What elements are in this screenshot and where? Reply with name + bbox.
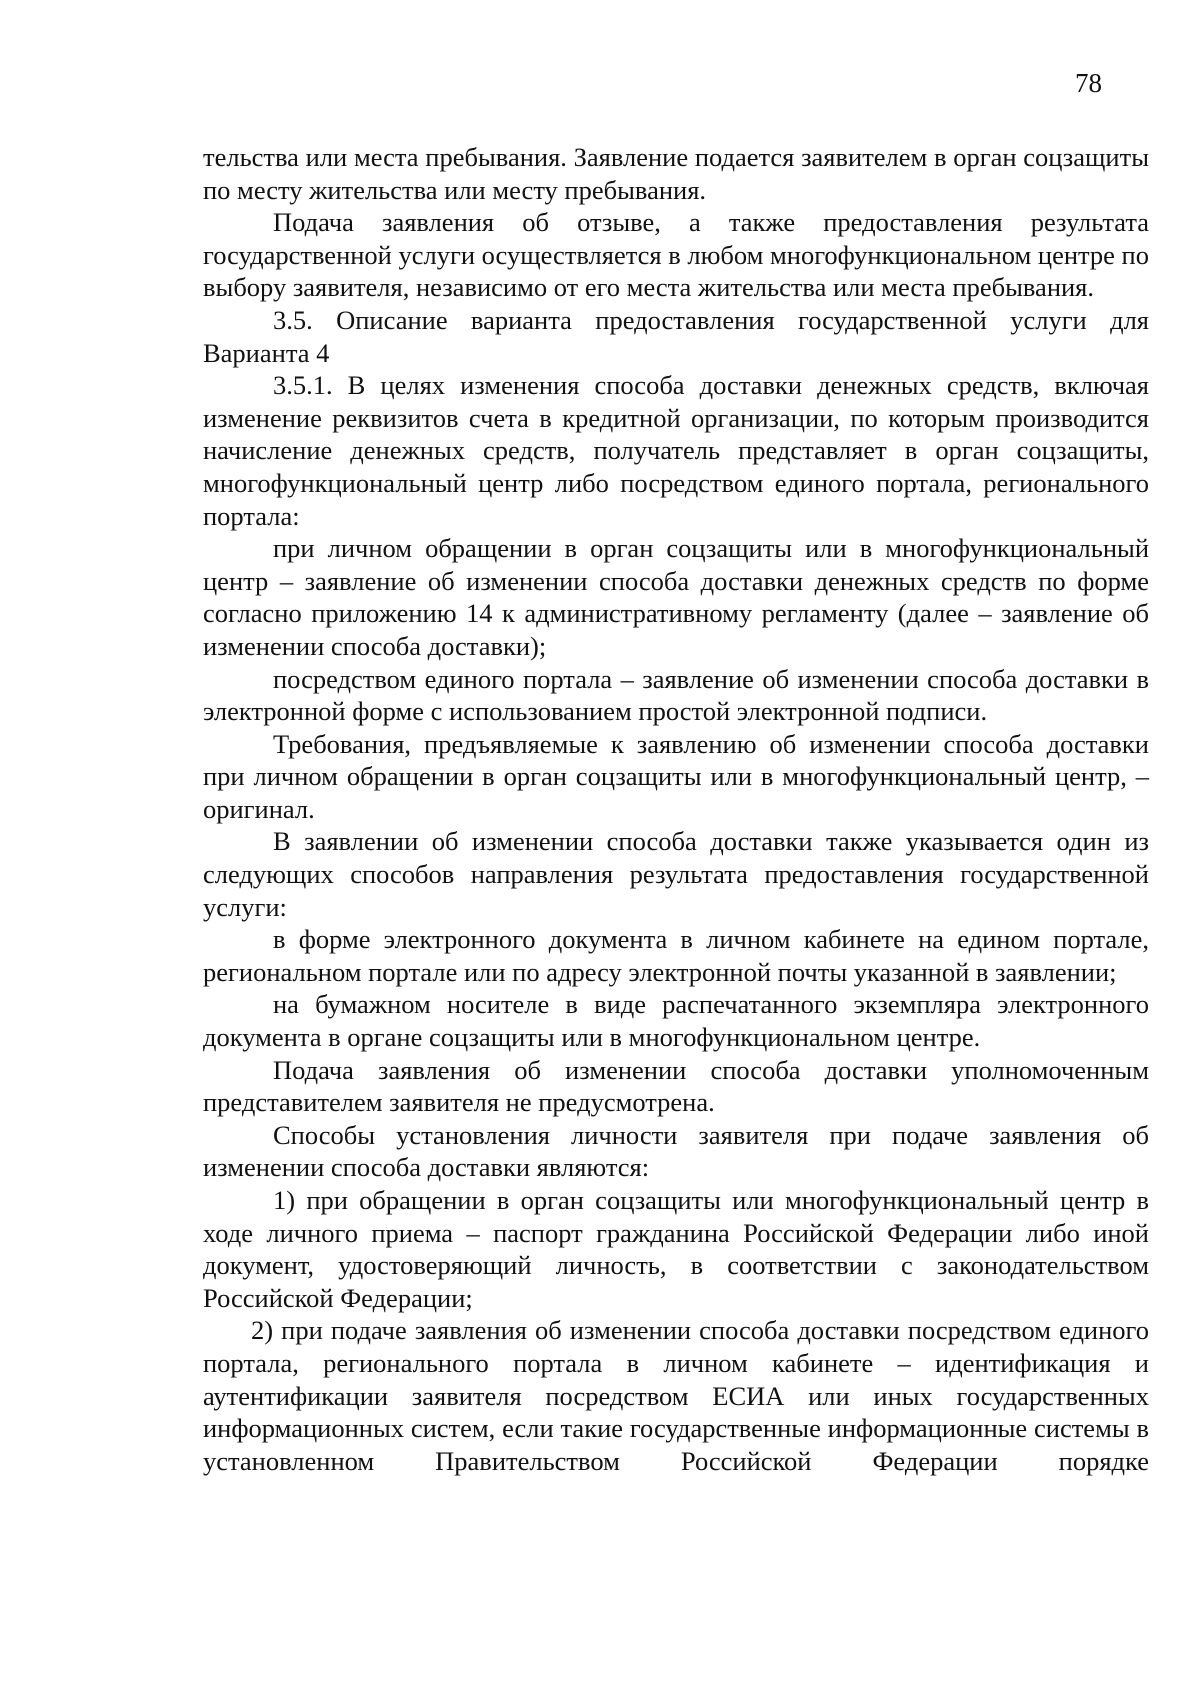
paragraph-personal-visit: при личном обращении в орган соцзащиты или в многофункциональный центр – заявление об изменении способа доставки денежных средств по форме согласно приложению 14 к административному регламенту (далее – заявление об изменении способа доставки); [203, 533, 1149, 661]
section-heading-3-5: 3.5. Описание варианта предоставления государственной услуги для Варианта 4 [203, 304, 1149, 368]
paragraph-single-portal: посредством единого портала – заявление об изменении способа доставки в электронной форме с использованием простой электронной подписи. [203, 663, 1149, 727]
paragraph-paper-form: на бумажном носителе в виде распечатанного экземпляра электронного документа в органе соцзащиты или в многофункциональном центре. [203, 989, 1149, 1053]
paragraph-continuation: тельства или места пребывания. Заявление подается заявителем в орган соцзащиты по месту жительства или месту пребывания. [203, 142, 1149, 205]
paragraph-requirements: Требования, предъявляемые к заявлению об изменении способа доставки при личном обращении в орган соцзащиты или в многофункциональный центр, – оригинал. [203, 728, 1149, 824]
list-item-1: 1) при обращении в орган соцзащиты или многофункциональный центр в ходе личного приема – паспорт гражданина Российской Федерации либо иной документ, удостоверяющий личность, в соответствии с законодательством Российской Федерации; [203, 1185, 1149, 1313]
paragraph-3-5-1: 3.5.1. В целях изменения способа доставки денежных средств, включая изменение реквизитов счета в кредитной организации, по которым производится начисление денежных средств, получатель представляет в орган соцзащиты, многофункциональный центр либо посредством единого портала, регионального портала: [203, 370, 1149, 531]
paragraph-withdrawal-submission: Подача заявления об отзыве, а также предоставления результата государственной услуги осуществляется в любом многофункциональном центре по выбору заявителя, независимо от его места жительства или места пребывания. [203, 207, 1149, 303]
paragraph-electronic-form: в форме электронного документа в личном кабинете на едином портале, региональном портале или по адресу электронной почты указанной в заявлении; [203, 924, 1149, 987]
document-body [203, 141, 1149, 1477]
paragraph-representative: Подача заявления об изменении способа доставки уполномоченным представителем заявителя не предусмотрена. [203, 1054, 1149, 1118]
paragraph-result-methods: В заявлении об изменении способа доставки также указывается один из следующих способов направления результата предоставления государственной услуги: [203, 826, 1149, 922]
paragraph-identification-methods: Способы установления личности заявителя при подаче заявления об изменении способа доставки являются: [203, 1119, 1149, 1183]
list-item-2: 2) при подаче заявления об изменении способа доставки посредством единого портала, регионального портала в личном кабинете – идентификация и аутентификации заявителя посредством ЕСИА или иных государственных информационных систем, если такие государственные информационные системы в установленном Правительством Российской Федерации порядке [203, 1315, 1149, 1476]
page-number: 78 [1075, 68, 1102, 98]
